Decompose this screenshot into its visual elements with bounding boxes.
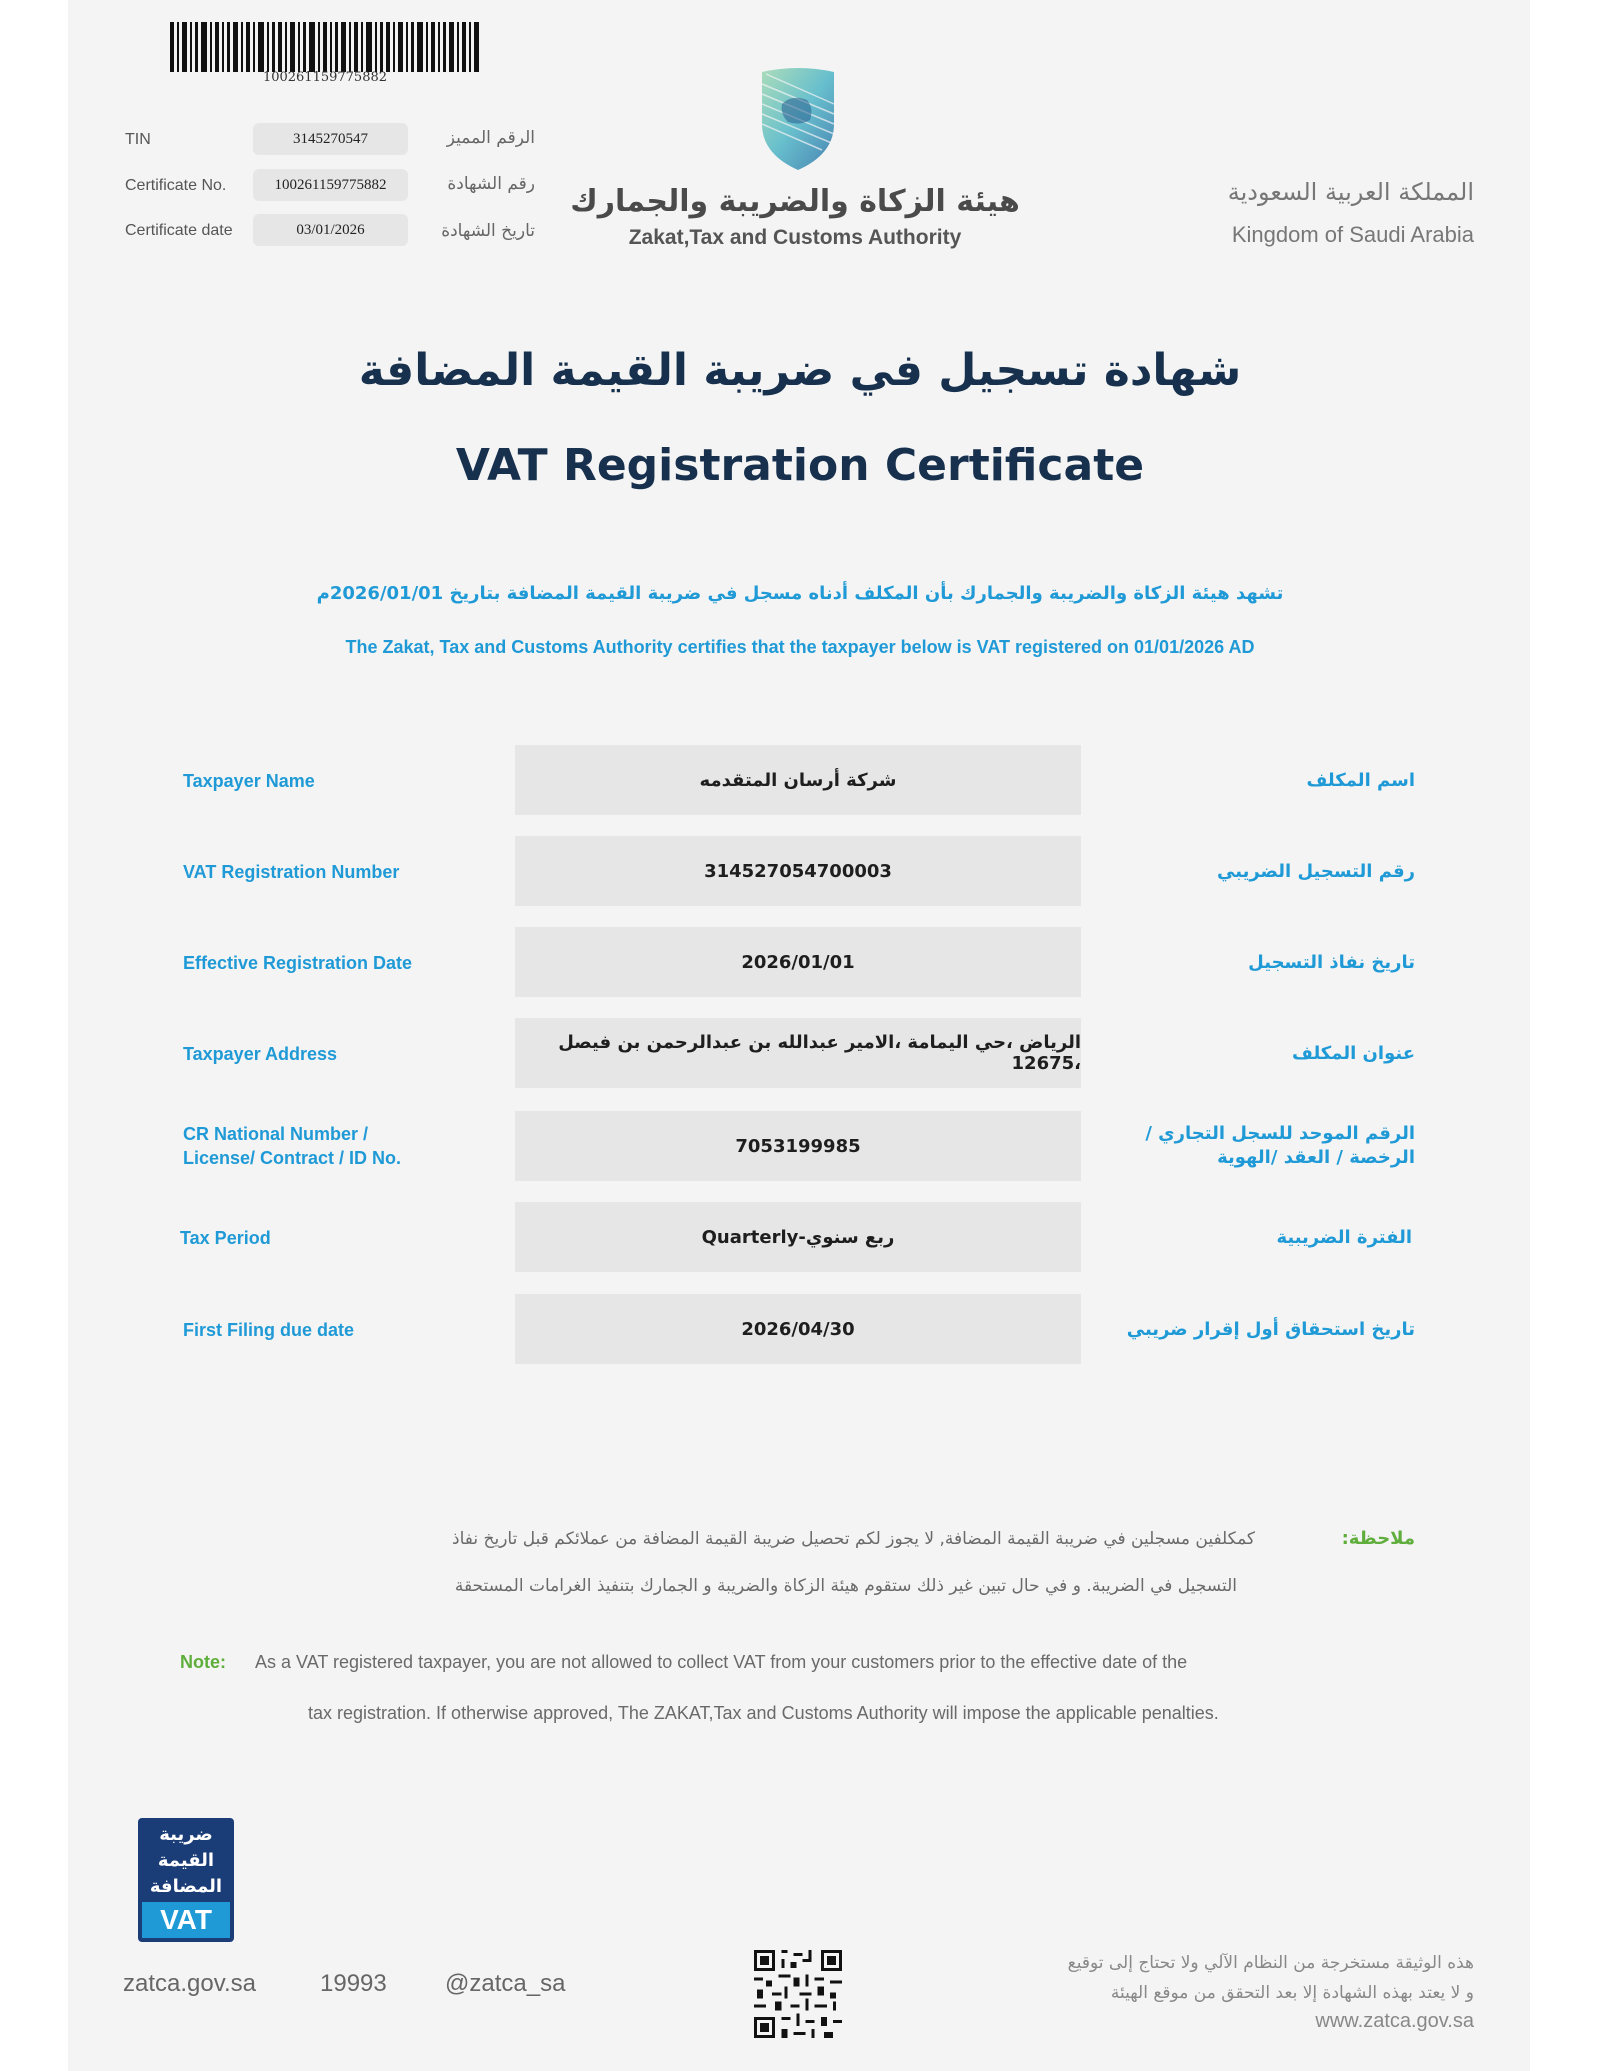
first-filing-value: 2026/04/30 xyxy=(515,1294,1081,1364)
cr-number-value: 7053199985 xyxy=(515,1111,1081,1181)
footer-website[interactable]: zatca.gov.sa xyxy=(123,1970,256,1997)
taxpayer-address-label-ar: عنوان المكلف xyxy=(1292,1043,1415,1064)
vat-logo-line1: ضريبة xyxy=(159,1824,213,1845)
first-filing-label-en: First Filing due date xyxy=(183,1320,355,1340)
taxpayer-name-label-en: Taxpayer Name xyxy=(183,771,315,791)
disclaimer-website[interactable]: www.zatca.gov.sa xyxy=(1315,2010,1474,2032)
certificate-no-label-ar: رقم الشهادة xyxy=(447,174,535,194)
authority-name-ar: هيئة الزكاة والضريبة والجمارك xyxy=(570,184,1020,219)
cr-number-label-ar-line1: الرقم الموحد للسجل التجاري / xyxy=(1145,1123,1415,1144)
tin-value: 3145270547 xyxy=(253,123,408,155)
tin-label-ar: الرقم المميز xyxy=(446,128,535,148)
tax-period-value: ربع سنوي-Quarterly xyxy=(515,1202,1081,1272)
qr-code-icon[interactable] xyxy=(754,1950,842,2038)
note-line2-en: tax registration. If otherwise approved, The ZAKAT,Tax and Customs Authority will impose the applicable penalties. xyxy=(308,1703,1219,1723)
intro-statement-en: The Zakat, Tax and Customs Authority certifies that the taxpayer below is VAT registered on 01/01/2026 AD xyxy=(345,637,1255,657)
cr-number-label-en-line1: CR National Number / xyxy=(183,1124,369,1144)
authority-name-en: Zakat,Tax and Customs Authority xyxy=(628,226,962,249)
first-filing-label-ar: تاريخ استحقاق أول إقرار ضريبي xyxy=(1126,1319,1415,1340)
kingdom-name-ar: المملكة العربية السعودية xyxy=(1227,178,1474,206)
zatca-logo-icon xyxy=(752,64,844,174)
note-label-ar: ملاحظة: xyxy=(1341,1528,1415,1549)
vat-number-value: 314527054700003 xyxy=(515,836,1081,906)
certificate-date-label-ar: تاريخ الشهادة xyxy=(441,221,535,241)
taxpayer-name-label-ar: اسم المكلف xyxy=(1306,770,1415,791)
effective-date-label-en: Effective Registration Date xyxy=(183,953,413,973)
note-line1-ar: كمكلفين مسجلين في ضريبة القيمة المضافة, لا يجوز لكم تحصيل ضريبة القيمة المضافة من عملائكم قبل تاريخ نفاذ xyxy=(452,1529,1255,1549)
cr-number-label-ar-line2: الرخصة / العقد /الهوية xyxy=(1217,1147,1415,1168)
certificate-date-label-en: Certificate date xyxy=(125,222,233,239)
certificate-title-ar: شهادة تسجيل في ضريبة القيمة المضافة xyxy=(358,345,1242,396)
certificate-no-label-en: Certificate No. xyxy=(125,177,227,194)
taxpayer-address-value: الرياض ،حي اليمامة ،الامير عبدالله بن عبدالرحمن بن فيصل ،12675 xyxy=(515,1018,1081,1088)
cr-number-label-en-line2: License/ Contract / ID No. xyxy=(183,1148,402,1168)
effective-date-value: 2026/01/01 xyxy=(515,927,1081,997)
kingdom-name-en: Kingdom of Saudi Arabia xyxy=(1231,222,1474,247)
note-label-en: Note: xyxy=(180,1652,226,1672)
certificate-date-value: 03/01/2026 xyxy=(253,214,408,246)
vat-logo-badge: VAT xyxy=(142,1902,230,1938)
vat-number-label-ar: رقم التسجيل الضريبي xyxy=(1217,861,1415,882)
tax-period-label-ar: الفترة الضريبية xyxy=(1276,1227,1412,1248)
certificate-no-value: 100261159775882 xyxy=(253,169,408,201)
taxpayer-name-value: شركة أرسان المتقدمه xyxy=(515,745,1081,815)
disclaimer-line1: هذه الوثيقة مستخرجة من النظام الآلي ولا تحتاج إلى توقيع xyxy=(1067,1953,1474,1973)
footer-social-handle[interactable]: @zatca_sa xyxy=(445,1970,566,1997)
vat-logo xyxy=(138,1818,234,1942)
disclaimer-line2: و لا يعتد بهذه الشهادة إلا بعد التحقق من موقع الهيئة xyxy=(1110,1983,1474,2003)
note-line1-en: As a VAT registered taxpayer, you are not allowed to collect VAT from your customers prior to the effective date of the xyxy=(255,1652,1188,1672)
certificate-title-en: VAT Registration Certificate xyxy=(455,440,1145,491)
cr-number-label-en xyxy=(183,1122,513,1170)
vat-logo-line3: المضافة xyxy=(149,1876,223,1897)
vat-number-label-en: VAT Registration Number xyxy=(183,862,400,882)
intro-statement-ar: تشهد هيئة الزكاة والضريبة والجمارك بأن المكلف أدناه مسجل في ضريبة القيمة المضافة بتاريخ 2026/01/01م xyxy=(316,583,1284,604)
barcode-icon xyxy=(170,22,480,72)
cr-number-label-ar xyxy=(1090,1122,1415,1170)
note-line2-ar: التسجيل في الضريبة. و في حال تبين غير ذلك ستقوم هيئة الزكاة والضريبة و الجمارك بتنفيذ الغرامات المستحقة xyxy=(454,1576,1237,1596)
taxpayer-address-label-en: Taxpayer Address xyxy=(183,1044,338,1064)
tax-period-label-en: Tax Period xyxy=(180,1228,271,1248)
vat-logo-line2: القيمة xyxy=(157,1850,215,1871)
footer-phone[interactable]: 19993 xyxy=(320,1970,387,1997)
effective-date-label-ar: تاريخ نفاذ التسجيل xyxy=(1248,952,1415,973)
barcode-number: 100261159775882 xyxy=(262,70,388,85)
tin-label-en: TIN xyxy=(125,131,151,148)
